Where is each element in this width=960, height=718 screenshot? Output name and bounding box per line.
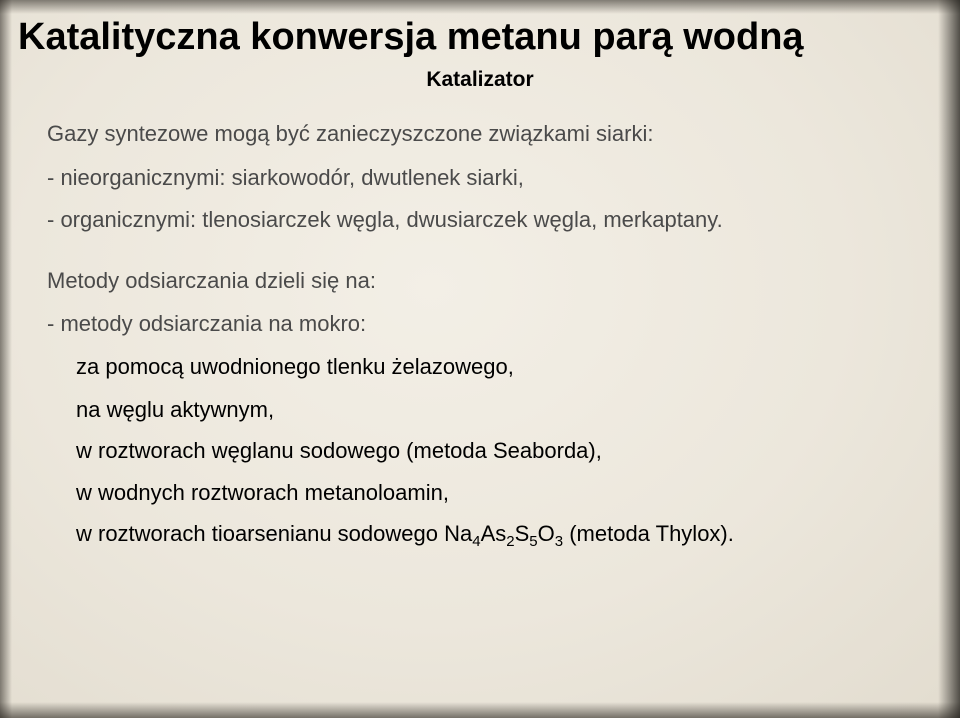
organic-compounds-line: - organicznymi: tlenosiarczek węgla, dwusiarczek węgla, merkaptany. [47, 207, 723, 232]
slide-shadow-bottom [0, 702, 960, 718]
method-item: za pomocą uwodnionego tlenku żelazowego, [76, 354, 514, 379]
formula-subscript: 5 [529, 533, 538, 550]
slide-title: Katalityczna konwersja metanu parą wodną [18, 16, 804, 58]
slide-shadow-right [938, 0, 960, 718]
formula-suffix: (metoda Thylox). [563, 521, 734, 546]
intro-line: Gazy syntezowe mogą być zanieczyszczone związkami siarki: [47, 121, 654, 146]
method-item: na węglu aktywnym, [76, 397, 275, 422]
method-item: w roztworach węglanu sodowego (metoda Seaborda), [76, 438, 602, 463]
methods-intro-line: Metody odsiarczania dzieli się na: [47, 268, 376, 293]
slide-shadow-top [0, 0, 960, 14]
formula-subscript: 3 [554, 533, 564, 550]
formula-part: O [537, 521, 555, 546]
wet-methods-line: - metody odsiarczania na mokro: [47, 311, 367, 336]
formula-subscript: 2 [506, 533, 515, 550]
slide-shadow-left [0, 0, 12, 718]
formula-subscript: 4 [472, 533, 481, 550]
formula-prefix: w roztworach tioarsenianu sodowego Na [76, 521, 473, 546]
slide-subtitle: Katalizator [426, 68, 534, 91]
method-item-thylox [76, 520, 734, 548]
formula-part: S [514, 521, 530, 546]
formula-part: As [480, 521, 507, 546]
inorganic-compounds-line: - nieorganicznymi: siarkowodór, dwutlenek siarki, [47, 165, 524, 190]
method-item: w wodnych roztworach metanoloamin, [76, 480, 449, 505]
